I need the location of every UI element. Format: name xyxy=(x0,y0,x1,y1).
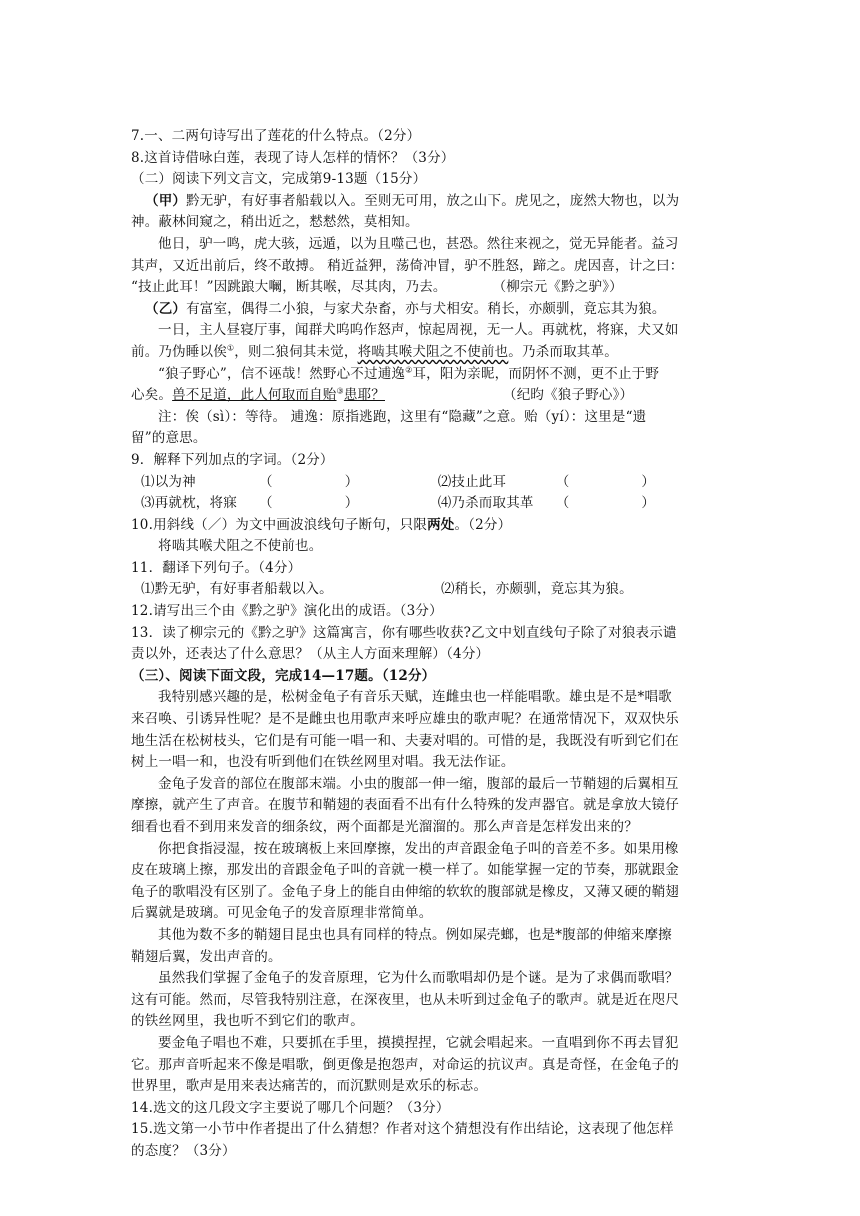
question-10-text-a: 10.用斜线（／）为文中画波浪线句子断句，只限 xyxy=(131,516,428,533)
answer-blank-open: （ xyxy=(259,495,273,512)
question-11-sentence-2: ⑵稍长，亦颇驯，竟忘其为狼。 xyxy=(441,581,633,598)
question-10-text-b: 。（2分） xyxy=(454,516,512,533)
passage-yi-line-3 xyxy=(131,342,731,364)
question-9-row-2 xyxy=(131,493,731,515)
answer-blank-close: ） xyxy=(344,495,359,512)
passage-jia-line-3: 他日，驴一鸣，虎大骇，远遁，以为且噬己也，甚恐。然往来视之，觉无异能者。益习 xyxy=(158,235,679,252)
paragraph-1-line-2: 来召唤、引诱异性呢？是不是雌虫也用歌声来呼应雄虫的歌声呢？在通常情况下，双双快乐 xyxy=(131,711,679,728)
paragraph-4-line-1: 其他为数不多的鞘翅目昆虫也具有同样的特点。例如屎壳螂，也是*腹部的伸缩来摩擦 xyxy=(158,926,672,943)
passage-jia-text-1: 黔无驴，有好事者船载以入。至则无可用，放之山下。虎见之，庞然大物也，以为 xyxy=(186,192,680,209)
wavy-underlined-sentence: 将啮其喉犬阻之不使前也 xyxy=(357,343,509,360)
paragraph-3-line-3: 龟子的歌唱没有区别了。金龟子身上的能自由伸缩的软软的腹部就是橡皮，又薄又硬的鞘翅 xyxy=(131,883,679,900)
paragraph-6-line-3: 世界里，歌声是用来表达痛苦的，而沉默则是欢乐的标志。 xyxy=(131,1078,488,1095)
footnote-marker-1: ① xyxy=(226,343,235,353)
paragraph-1-line-1: 我特别感兴趣的是，松树金龟子有音乐天赋，连雌虫也一样能唱歌。雄虫是不是*唱歌 xyxy=(158,689,672,706)
passage-yi-source: （纪昀《狼子野心》） xyxy=(503,387,634,404)
passage-yi-text-1: 有富室，偶得二小狼，与家犬杂畜，亦与犬相安。稍长，亦颇驯，竟忘其为狼。 xyxy=(186,300,666,317)
paragraph-2-line-2: 摩擦，就产生了声音。在腹节和鞘翅的表面看不出有什么特殊的发声器官。就是拿放大镜仔 xyxy=(131,797,679,814)
passage-yi-text-5a: 心矣。 xyxy=(131,387,173,404)
passage-notes-line-2: 留”的意思。 xyxy=(131,430,207,447)
passage-jia-line-5 xyxy=(131,277,731,299)
passage-notes-line-1: 注：俟（sì）：等待。 逋逸：原指逃跑，这里有“隐藏”之意。贻（yí）：这里是“遗 xyxy=(158,408,647,425)
passage-yi-line-4 xyxy=(131,364,731,386)
question-7: 7.一、二两句诗写出了莲花的什么特点。（2分） xyxy=(131,128,421,144)
paragraph-1-line-4: 树上一唱一和，也没有听到他们在铁丝网里对唱。我无法作证。 xyxy=(131,754,515,771)
question-9-item-1: ⑴以为神 xyxy=(141,473,196,490)
question-13-line-2: 责以外，还表达了什么意思？（从主人方面来理解）（4分） xyxy=(131,646,490,663)
passage-jia-label: （甲） xyxy=(145,192,187,209)
underlined-sentence-end: 患耶？ xyxy=(343,387,385,404)
question-13-line-1: 13．读了柳宗元的《黔之驴》这篇寓言，你有哪些收获?乙文中划直线句子除了对狼表示谴 xyxy=(131,624,677,641)
question-9-item-3: ⑶再就枕，将寐 xyxy=(141,495,237,512)
paragraph-6-line-2: 它。那声音听起来不像是唱歌，倒更像是抱怨声，对命运的抗议声。真是奇怪，在金龟子的 xyxy=(131,1056,679,1073)
section-3-title: （三）、阅读下面文段，完成14—17题。（12分） xyxy=(131,667,436,684)
passage-yi-line-1 xyxy=(131,299,731,321)
passage-jia-line-4: 其声，又近出前后，终不敢搏。 稍近益狎，荡倚冲冒，驴不胜怒，蹄之。虎因喜，计之曰： xyxy=(131,257,684,274)
paragraph-6-line-1: 要金龟子唱也不难，只要抓在手里，摸摸捏捏，它就会唱起来。一直唱到你不再去冒犯 xyxy=(158,1034,679,1051)
answer-blank-close: ） xyxy=(344,473,359,490)
answer-blank-open: （ xyxy=(259,473,273,490)
paragraph-5-line-3: 的铁丝网里，我也听不到它们的歌声。 xyxy=(131,1013,364,1030)
question-11-sentence-1: ⑴黔无驴，有好事者船载以入。 xyxy=(141,581,333,598)
paragraph-2-line-1: 金龟子发音的部位在腹部末端。小虫的腹部一伸一缩，腹部的最后一节鞘翅的后翼相互 xyxy=(158,775,679,792)
passage-jia-line-2: 神。蔽林间窥之，稍出近之，慭慭然，莫相知。 xyxy=(131,214,419,231)
paragraph-5-line-1: 虽然我们掌握了金龟子的发音原理，它为什么而歌唱却仍是个谜。是为了求偶而歌唱？ xyxy=(158,970,679,987)
paragraph-2-line-3: 细看也看不到用来发音的细条纹，两个面都是光溜溜的。那么声音是怎样发出来的？ xyxy=(131,819,638,835)
question-9-item-2: ⑵技止此耳 xyxy=(437,473,507,490)
passage-yi-line-5 xyxy=(131,385,731,407)
footnote-marker-2: ② xyxy=(405,365,413,375)
passage-yi-text-3a: 前。乃伪睡以俟 xyxy=(131,343,227,360)
question-12: 12.请写出三个由《黔之驴》演化出的成语。（3分） xyxy=(131,603,443,620)
paragraph-1-line-3: 地生活在松树枝头，它们是有可能一唱一和、夫妻对唱的。可惜的是，我既没有听到它们在 xyxy=(131,732,679,749)
question-11-items xyxy=(131,579,731,601)
question-15-line-1: 15.选文第一小节中作者提出了什么猜想？作者对这个猜想没有作出结论，这表现了他怎样 xyxy=(131,1121,674,1138)
passage-jia-text-5: “技止此耳！”因跳踉大㘎，断其喉，尽其肉，乃去。 xyxy=(131,279,447,296)
question-10-sentence: 将啮其喉犬阻之不使前也。 xyxy=(158,538,323,555)
passage-yi-text-3b: ，则二狼伺其未觉， xyxy=(234,343,358,360)
paragraph-3-line-4: 后翼就是玻璃。可见金龟子的发音原理非常简单。 xyxy=(131,905,433,922)
passage-yi-line-2: 一日，主人昼寝厅事，闻群犬呜呜作怒声，惊起周视，无一人。再就枕，将寐，犬又如 xyxy=(158,322,679,339)
question-10-stem xyxy=(131,515,731,537)
paragraph-3-line-1: 你把食指浸湿，按在玻璃板上来回摩擦，发出的声音跟金龟子叫的音差不多。如果用橡 xyxy=(158,840,679,857)
paragraph-4-line-2: 鞘翅后翼，发出声音的。 xyxy=(131,948,282,965)
question-10-emphasis: 两处 xyxy=(427,516,455,533)
answer-blank-open: （ xyxy=(555,473,570,490)
passage-yi-text-3c: 。乃杀而取其革。 xyxy=(508,343,618,360)
passage-yi-label: （乙） xyxy=(145,300,187,317)
question-9-item-4: ⑷乃杀而取其革 xyxy=(437,495,534,512)
answer-blank-close: ） xyxy=(641,473,656,490)
question-11-stem: 11．翻译下列句子。（4分） xyxy=(131,559,302,576)
answer-blank-close: ） xyxy=(641,495,656,512)
section-2-title: （二）阅读下列文言文，完成第9-13题（15分） xyxy=(131,171,427,188)
question-8: 8.这首诗借咏白莲，表现了诗人怎样的情怀？（3分） xyxy=(131,149,455,166)
question-15-line-2: 的态度？（3分） xyxy=(131,1142,236,1159)
question-14: 14.选文的这几段文字主要说了哪几个问题？（3分） xyxy=(131,1099,450,1116)
passage-yi-text-4b: 耳，阳为亲昵，而阴怀不测，更不止于野 xyxy=(412,365,660,382)
footnote-marker-3: ③ xyxy=(336,386,344,396)
question-9-stem: 9．解释下列加点的字词。（2分） xyxy=(131,451,334,468)
question-9-row-1 xyxy=(131,472,731,494)
paragraph-5-line-2: 这有可能。然而，尽管我特别注意，在深夜里，也从未听到过金龟子的歌声。就是近在咫尺 xyxy=(131,991,679,1008)
passage-yi-text-4a: “狼子野心”，信不诬哉！然野心不过逋逸 xyxy=(158,365,406,382)
passage-jia-line-1 xyxy=(131,191,731,213)
paragraph-3-line-2: 皮在玻璃上擦，那发出的音跟金龟子叫的音就一模一样了。如能掌握一定的节奏，那就跟金 xyxy=(131,862,679,879)
passage-jia-source: （柳宗元《黔之驴》） xyxy=(492,279,623,296)
answer-blank-open: （ xyxy=(555,495,570,512)
exam-page xyxy=(131,126,731,1163)
underlined-sentence: 兽不足道，此人何取而自贻 xyxy=(172,387,337,404)
